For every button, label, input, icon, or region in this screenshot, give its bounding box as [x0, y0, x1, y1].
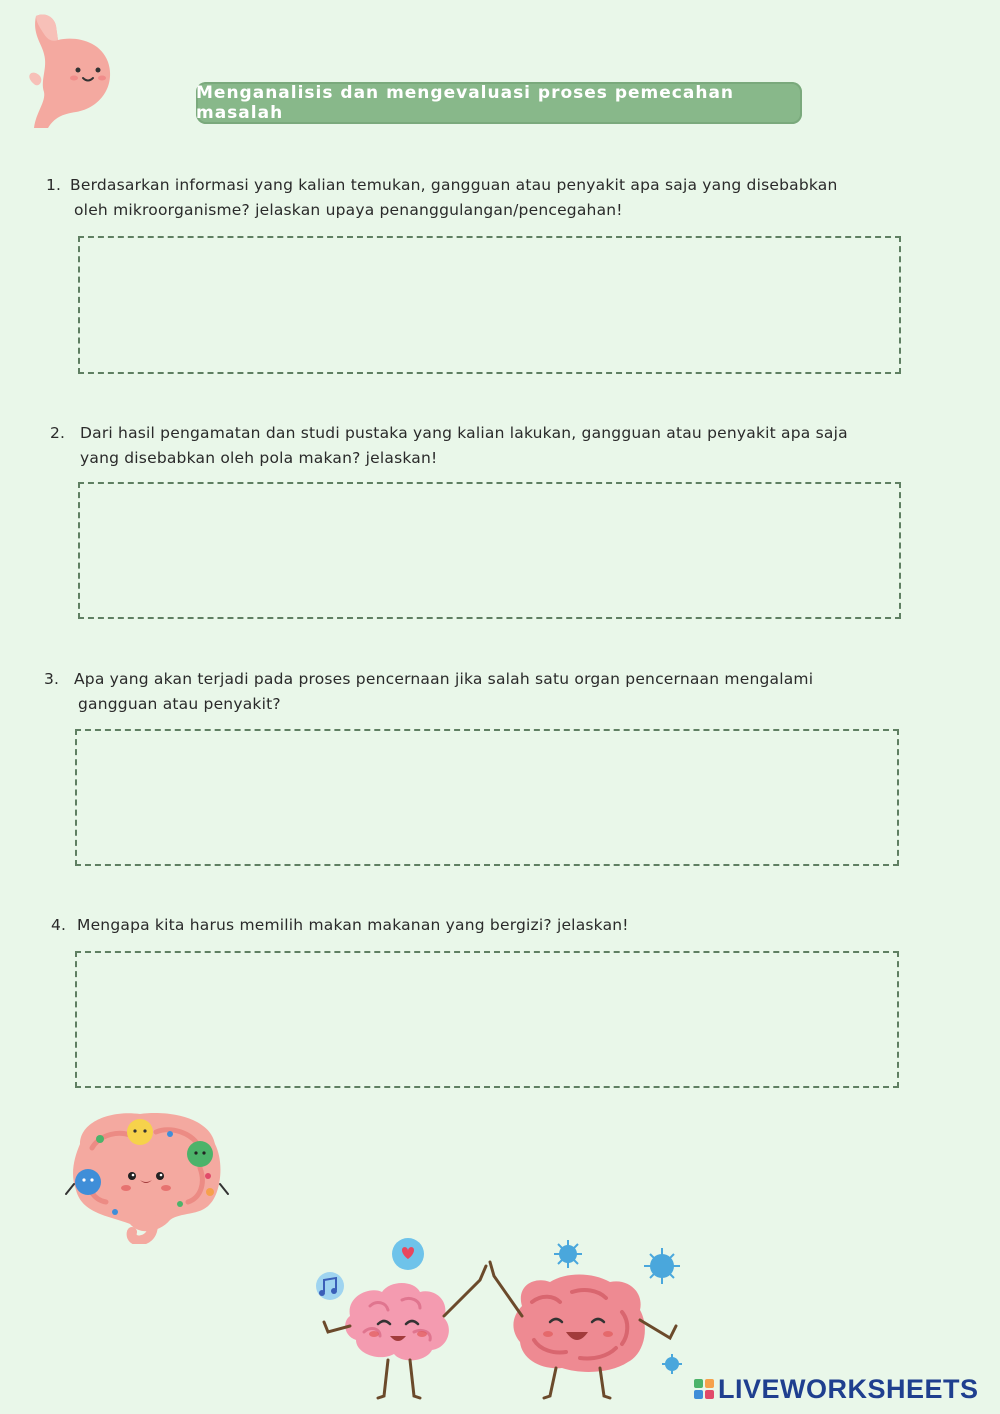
- answer-box-1[interactable]: [78, 236, 901, 374]
- intestine-mascot-icon: [60, 1104, 235, 1244]
- question-4: [51, 913, 931, 938]
- question-number: 4.: [51, 916, 67, 934]
- question-text-line1: Apa yang akan terjadi pada proses pencernaan jika salah satu organ pencernaan mengalami: [74, 670, 814, 688]
- question-number: 2.: [50, 424, 66, 442]
- brand-name: LIVEWORKSHEETS: [718, 1373, 979, 1404]
- stomach-mascot-icon: [14, 10, 118, 134]
- logo-grid-icon: [694, 1379, 714, 1399]
- brain-and-gut-friends-icon: [310, 1236, 690, 1406]
- answer-box-2[interactable]: [78, 482, 901, 619]
- question-1: [46, 173, 926, 223]
- question-2: [50, 421, 930, 471]
- question-text-line1: Berdasarkan informasi yang kalian temukan, gangguan atau penyakit apa saja yang disebabkan: [70, 176, 838, 194]
- question-text-line2: oleh mikroorganisme? jelaskan upaya penanggulangan/pencegahan!: [74, 201, 623, 219]
- answer-box-4[interactable]: [75, 951, 899, 1088]
- question-text-line2: gangguan atau penyakit?: [78, 695, 281, 713]
- page-title: Menganalisis dan mengevaluasi proses pemecahan masalah: [196, 82, 802, 124]
- liveworksheets-logo: [694, 1374, 979, 1404]
- question-text-line2: yang disebabkan oleh pola makan? jelaskan!: [80, 449, 438, 467]
- question-number: 1.: [46, 176, 62, 194]
- question-text-line1: Dari hasil pengamatan dan studi pustaka yang kalian lakukan, gangguan atau penyakit apa saja: [80, 424, 848, 442]
- question-number: 3.: [44, 670, 60, 688]
- question-text-line1: Mengapa kita harus memilih makan makanan yang bergizi? jelaskan!: [77, 916, 629, 934]
- question-3: [44, 667, 924, 717]
- answer-box-3[interactable]: [75, 729, 899, 866]
